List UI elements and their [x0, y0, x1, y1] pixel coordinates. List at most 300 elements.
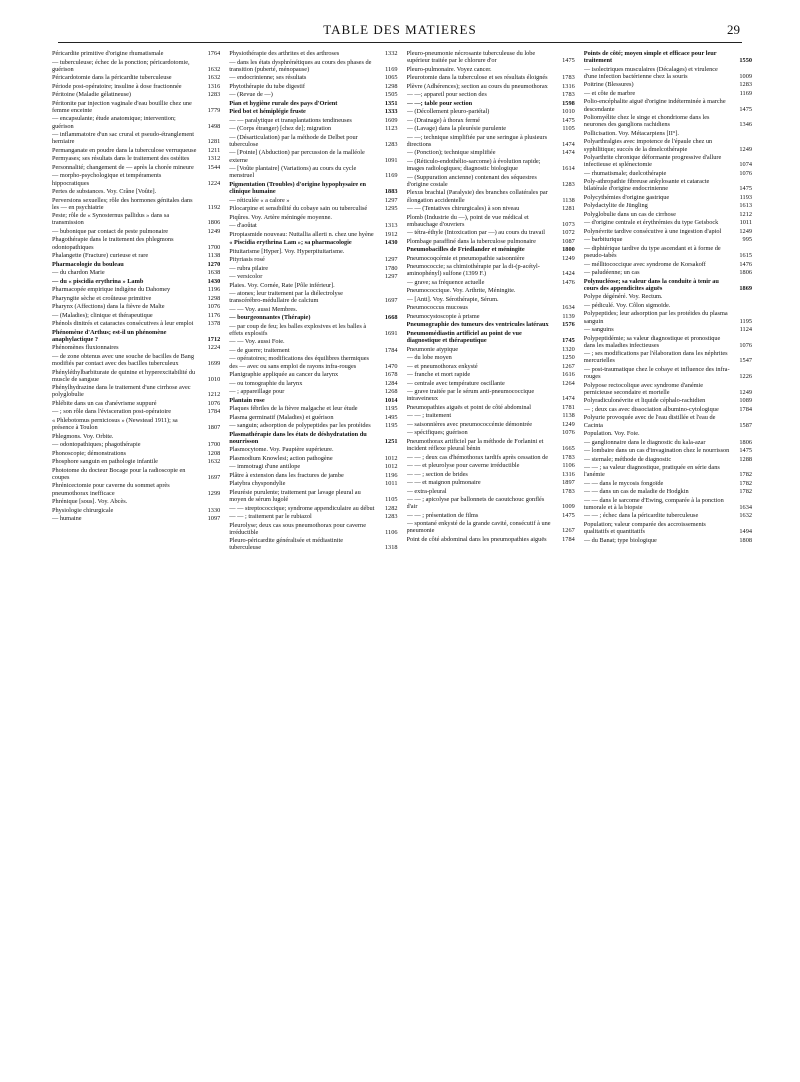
index-entry: [407, 158, 575, 172]
entry-text: — (Maladies); clinique et thérapeutique: [52, 311, 153, 319]
index-entry: [229, 463, 397, 470]
entry-text: Polyradiculonévrite et liquide céphalo-rachidien: [583, 397, 706, 405]
entry-text: « Piscidia erythrina Lam »; sa pharmacologie: [229, 239, 352, 247]
entry-text: Péricardite primitive d'origine rhumatismale: [52, 50, 164, 57]
entry-page: 1784: [562, 535, 575, 543]
index-entry: [52, 312, 220, 319]
entry-text: — ; ses modifications par l'élaboration dans les néphrites mercurielles: [583, 350, 728, 365]
entry-text: — — ; sa valeur diagnostique, pratiquée en série dans l'anémie: [583, 464, 720, 479]
entry-text: — grave traitée par le sérum anti-pneumococcique intraveineux: [406, 388, 535, 403]
entry-page: 1297: [384, 196, 398, 204]
index-entry: [52, 59, 220, 73]
entry-text: Permanganate en poudre dans la tuberculose verruqueuse: [52, 146, 197, 154]
entry-page: 1281: [207, 138, 221, 146]
index-entry: [229, 59, 397, 73]
entry-text: Pleuro-pneumonie nécrosante tuberculeuse du lobe supérieur traitée par le chlorure d'or: [406, 50, 536, 65]
entry-page: 1169: [385, 172, 398, 180]
entry-text: Pityriasis rosé: [229, 256, 265, 264]
index-entry: [229, 306, 397, 313]
entry-page: 1011: [739, 219, 752, 227]
entry-text: — sanguins: [583, 326, 614, 334]
entry-page: 1495: [384, 413, 398, 421]
index-entry: [584, 98, 752, 112]
index-entry: [229, 83, 397, 90]
entry-text: Polypose rectocolique avec syndrome d'anémie pernicieuse secondaire et mortelle: [583, 381, 704, 396]
index-entry: [52, 212, 220, 226]
index-entry: [407, 50, 575, 64]
entry-page: 1691: [384, 329, 398, 337]
entry-page: 1295: [384, 205, 398, 213]
entry-page: 1632: [207, 74, 221, 82]
entry-text: — grave; sa fréquence actuelle: [406, 278, 485, 286]
entry-text: — (Corps étranger) [chez de]; migration: [229, 125, 332, 133]
entry-text: — —; table pour section: [406, 99, 473, 107]
entry-text: Planigraphie appliquée au cancer du larynx: [229, 371, 339, 379]
index-entry: [407, 108, 575, 115]
entry-text: Plantain rose: [229, 396, 265, 404]
entry-text: Polydactylite de Jüngling: [583, 202, 648, 210]
entry-page: 1283: [384, 513, 398, 521]
index-entry: [584, 261, 752, 268]
index-entry: [229, 405, 397, 412]
entry-page: 1634: [562, 304, 575, 312]
entry-page: 1297: [384, 256, 398, 264]
entry-page: 1089: [739, 397, 752, 405]
entry-text: — ; son rôle dans l'évisceration post-opératoire: [52, 408, 171, 416]
entry-page: 1193: [739, 193, 752, 201]
entry-page: 1169: [739, 89, 752, 97]
index-entry: [407, 363, 575, 370]
entry-page: 1298: [384, 82, 398, 90]
entry-text: Phlegmons. Voy. Orbite.: [52, 432, 114, 440]
index-entry: [407, 189, 575, 203]
entry-text: Plasmathérapie dans les états de déshydratation du nourrisson: [229, 430, 367, 445]
entry-text: Physiothérapie des arthrites et des arthroses: [229, 50, 340, 57]
index-entry: [52, 482, 220, 496]
entry-text: — (Suppuration ancienne) contenant des séquestres d'origine costale: [406, 173, 537, 188]
entry-text: Plasmodium Knowlesi; action pathogène: [229, 454, 333, 462]
entry-page: 1745: [562, 337, 575, 345]
entry-text: Pneumococcique. Voy. Arthrite, Méningite.: [406, 287, 516, 295]
index-entry: [584, 350, 752, 364]
entry-page: 1475: [562, 57, 575, 65]
entry-text: — — et pleurolyse pour caverne irréductible: [406, 462, 520, 470]
entry-text: Pneumopathies aiguës et point de côté abdominal: [406, 403, 532, 411]
entry-text: Plombage paraffiné dans la tuberculose pulmonaire: [406, 237, 536, 245]
index-entry: [407, 438, 575, 452]
index-entry: [407, 91, 575, 98]
index-entry: [52, 400, 220, 407]
index-entry: [407, 354, 575, 361]
entry-page: 1806: [207, 219, 221, 227]
entry-page: 1138: [207, 252, 221, 260]
index-entry: [407, 371, 575, 378]
index-entry: [52, 252, 220, 259]
index-entry: [584, 81, 752, 88]
index-entry: [229, 165, 397, 179]
entry-text: Platybra chyspondylie: [229, 480, 286, 488]
index-entry: [407, 304, 575, 311]
index-entry: [407, 496, 575, 510]
entry-text: — du « piscidia erythrina » Lamb: [52, 277, 144, 285]
entry-text: — humaine: [52, 515, 82, 523]
entry-page: 1251: [384, 437, 398, 445]
index-entry: [407, 83, 575, 90]
entry-text: — —; technique simplifiée par une seringue à plusieurs directions: [406, 133, 548, 148]
entry-page: 1615: [739, 252, 752, 260]
index-entry: [52, 450, 220, 457]
index-entry: [584, 170, 752, 177]
index-entry: [229, 314, 397, 321]
entry-page: 1139: [562, 312, 575, 320]
index-entry: [52, 515, 220, 522]
entry-text: — de zone obtenus avec une souche de bacilles de Bang modifiés par contact avec des bacilles tuberculeux: [52, 352, 194, 368]
entry-page: 1783: [562, 487, 575, 495]
index-entry: [52, 458, 220, 465]
entry-text: — — dans un cas de maladie de Hodgkin: [583, 488, 689, 496]
entry-text: — (Décollement pleuro-pariétal): [406, 108, 490, 116]
index-entry: [229, 273, 397, 280]
entry-page: 1632: [739, 512, 752, 520]
entry-page: 1138: [562, 412, 575, 420]
entry-text: — endocrinienne; ses résultats: [229, 74, 307, 82]
entry-text: Population. Voy. Foie.: [583, 430, 640, 438]
entry-page: 1783: [562, 74, 575, 82]
index-entry: [584, 414, 752, 428]
entry-page: 1316: [207, 82, 221, 90]
index-entry: [229, 149, 397, 163]
entry-page: 1176: [207, 311, 221, 319]
index-entry: [52, 172, 220, 186]
page-number: 29: [727, 22, 740, 37]
entry-text: — — ; deux cas d'hémothorax tardifs après cessation de: [406, 453, 549, 461]
entry-text: — [Pointe] (Abduction) par percussion de la malléole externe: [229, 149, 365, 164]
entry-page: 1073: [562, 220, 575, 228]
index-entry: [407, 263, 575, 277]
index-entry: [229, 214, 397, 221]
index-entry: [584, 521, 752, 535]
index-entry: [229, 290, 397, 304]
index-entry: [407, 246, 575, 253]
index-entry: [229, 239, 397, 246]
entry-text: Plomb (Industrie du —), point de vue médical et embauchage d'ouvriers: [406, 213, 529, 228]
entry-page: 1268: [384, 388, 398, 396]
index-entry: [584, 456, 752, 463]
entry-page: 1224: [207, 179, 221, 187]
entry-text: Polio-encéphalite aiguë d'origine indéterminée à marche descendante: [583, 98, 726, 113]
entry-text: — isolectriques musculaires (Décalages) et virulence d'une infection bactérienne chez la souris: [583, 65, 718, 80]
index-entry: [407, 536, 575, 543]
entry-page: 1097: [207, 515, 221, 523]
index-entry: [407, 454, 575, 461]
entry-page: 1169: [385, 65, 398, 73]
entry-text: Points de côté; moyen simple et efficace pour leur traitement: [583, 50, 717, 65]
entry-text: Plaques fébriles de la fièvre malgache et leur étude: [229, 405, 358, 413]
index-entry: [229, 265, 397, 272]
entry-page: 1106: [385, 528, 398, 536]
index-entry: [407, 117, 575, 124]
entry-page: 1782: [739, 479, 752, 487]
entry-page: 1632: [207, 65, 221, 73]
entry-text: Pneumococcus mucosus: [406, 304, 468, 312]
entry-page: 1912: [384, 230, 398, 238]
entry-page: 1784: [384, 346, 398, 354]
index-entry: [407, 471, 575, 478]
entry-page: 1123: [385, 125, 398, 133]
entry-text: — opératoires; modifications des équilibres thermiques des — avec ou sans emploi de rayons infra-rouges: [229, 355, 369, 370]
entry-text: Phrénique [sous]. Voy. Abcès.: [52, 498, 128, 506]
entry-page: 1470: [384, 362, 398, 370]
entry-text: — d'origine centrale et érythrémies du type Geisbock: [583, 219, 719, 227]
index-entry: [584, 488, 752, 495]
entry-page: 1424: [562, 270, 575, 278]
index-entry: [584, 537, 752, 544]
index-entry: [52, 329, 220, 343]
entry-page: 1224: [207, 344, 221, 352]
entry-page: 1250: [562, 354, 575, 362]
entry-page: 1780: [384, 264, 398, 272]
entry-text: — tuberculeuse; échec de la ponction; péricardotomie, guérison: [52, 58, 190, 73]
index-column-2: [229, 50, 397, 1072]
entry-page: 1475: [739, 185, 752, 193]
entry-page: 1283: [562, 180, 575, 188]
entry-page: 1697: [207, 473, 221, 481]
entry-page: 1782: [739, 471, 752, 479]
entry-page: 1320: [562, 345, 575, 353]
index-entry: [407, 74, 575, 81]
entry-page: 1430: [384, 239, 398, 247]
index-entry: [229, 205, 397, 212]
entry-page: 1783: [562, 91, 575, 99]
entry-text: — ; deux cas avec dissociation albumino-cytologique: [583, 405, 719, 413]
entry-page: 1638: [207, 269, 221, 277]
entry-page: 1806: [739, 438, 752, 446]
index-entry: [584, 497, 752, 511]
index-entry: [229, 74, 397, 81]
entry-page: 1212: [739, 210, 752, 218]
index-entry: [407, 488, 575, 495]
entry-text: — — ; traitement: [406, 412, 452, 420]
entry-page: 1087: [562, 237, 575, 245]
index-entry: [584, 480, 752, 487]
entry-page: 1700: [207, 243, 221, 251]
entry-text: — lombaire dans un cas d'invagination chez le nourrisson: [583, 447, 730, 455]
index-entry: [584, 293, 752, 300]
entry-text: — spécifiques; guérison: [406, 429, 468, 437]
entry-page: 1010: [562, 108, 575, 116]
entry-page: 1249: [562, 420, 575, 428]
entry-page: 1474: [562, 395, 575, 403]
entry-text: — rubra pilaire: [229, 264, 269, 272]
entry-page: 1282: [384, 504, 398, 512]
entry-page: 1076: [739, 169, 752, 177]
index-column-3: [407, 50, 575, 1072]
entry-text: — bubonique par contact de peste pulmonaire: [52, 227, 169, 235]
entry-text: — — et maignon pulmonaire: [406, 479, 481, 487]
entry-text: — de guerre; traitement: [229, 346, 290, 354]
index-entry: [52, 115, 220, 129]
index-entry: [229, 222, 397, 229]
index-entry: [229, 446, 397, 453]
index-entry: [407, 229, 575, 236]
index-entry: [52, 507, 220, 514]
entry-text: — — streptococcique; syndrome appendiculaire au début: [229, 504, 375, 512]
entry-page: 1138: [562, 196, 575, 204]
entry-page: 1784: [207, 408, 221, 416]
entry-text: — (Ponction); technique simplifiée: [406, 149, 496, 157]
entry-text: Perversions sexuelles; rôle des hormones génitales dans les — en psychiatrie: [52, 196, 193, 211]
index-entry: [229, 380, 397, 387]
entry-page: 1076: [207, 303, 221, 311]
index-entry: [229, 50, 397, 57]
entry-page: 1783: [562, 453, 575, 461]
entry-page: 1807: [207, 424, 221, 432]
entry-page: 1869: [739, 284, 752, 292]
entry-text: — (Lavage) dans la pleurésie purulente: [406, 125, 506, 133]
entry-text: — odontopathiques; phagothérapie: [52, 441, 141, 449]
entry-page: 1267: [562, 362, 575, 370]
page-header: [0, 0, 800, 46]
entry-page: 1283: [739, 81, 752, 89]
index-entry: [584, 439, 752, 446]
entry-text: Pituitarisme [Hyper]. Voy. Hyperpituitarisme.: [229, 247, 345, 255]
index-entry: [584, 278, 752, 292]
entry-text: Phénomènes fluxionnaires: [52, 344, 119, 352]
entry-page: 1212: [207, 391, 221, 399]
index-entry: [407, 125, 575, 132]
entry-text: — du chardon Marie: [52, 269, 105, 277]
entry-text: — du Banat; type biologique: [583, 536, 657, 544]
entry-page: 1270: [207, 260, 221, 268]
index-entry: [229, 248, 397, 255]
entry-text: Période post-opératoire; insuline à dose fractionnée: [52, 82, 182, 90]
index-entry: [407, 238, 575, 245]
entry-text: — centrale avec température oscillante: [406, 379, 505, 387]
index-entry: [584, 228, 752, 235]
entry-page: 1665: [562, 445, 575, 453]
index-entry: [584, 464, 752, 478]
entry-text: — bourgeonnantes (Thérapie): [229, 314, 311, 322]
entry-page: 1106: [562, 462, 575, 470]
entry-page: 1011: [385, 480, 398, 488]
entry-text: — — (Tentatives chirurgicales) à son niveau: [406, 205, 520, 213]
entry-page: 1072: [562, 229, 575, 237]
index-entry: [229, 455, 397, 462]
entry-text: — morpho-psychologique et tempéraments hippocratiques: [52, 172, 162, 187]
entry-text: Phénomène d'Arthus; est-il un phénomène anaphylactique ?: [52, 328, 167, 343]
index-entry: [584, 202, 752, 209]
entry-text: Phalangette (Fracture) curieuse et rare: [52, 252, 149, 260]
entry-page: 1700: [207, 441, 221, 449]
entry-page: 1264: [562, 379, 575, 387]
index-entry: [229, 100, 397, 107]
entry-text: Pilocarpine et sensibilité du cobaye sain ou tuberculisé: [229, 205, 368, 213]
entry-page: 1474: [562, 149, 575, 157]
index-entry: [229, 505, 397, 512]
index-entry: [229, 355, 397, 369]
entry-text: Pharyngite sèche et croûteuse primitive: [52, 294, 152, 302]
index-entry: [52, 261, 220, 268]
entry-page: 1505: [384, 91, 398, 99]
entry-text: — extra-pleural: [406, 487, 447, 495]
entry-text: — ganglionnaire dans le diagnostic du kala-azar: [583, 438, 706, 446]
entry-text: Piqûres. Voy. Artère méningée moyenne.: [229, 213, 332, 221]
entry-text: — barbiturique: [583, 236, 623, 244]
entry-page: 1476: [739, 260, 752, 268]
entry-page: 1014: [384, 396, 398, 404]
index-entry: [229, 282, 397, 289]
index-entry: [407, 134, 575, 148]
entry-text: Pneumocoqcémie et pneumopathie saisonnière: [406, 254, 525, 262]
entry-page: 1332: [384, 50, 398, 57]
entry-page: 1012: [384, 463, 398, 471]
entry-page: 1313: [384, 222, 398, 230]
entry-page: 1494: [739, 528, 752, 536]
index-entry: [52, 236, 220, 250]
entry-page: 1196: [207, 286, 221, 294]
entry-page: 1283: [384, 140, 398, 148]
entry-text: — — Voy. aussi Membres.: [229, 305, 298, 313]
entry-text: — tétra-éthyle (Intoxication par —) au cours du travail: [406, 229, 545, 237]
index-entry: [584, 154, 752, 168]
index-entry: [229, 472, 397, 479]
index-entry: [52, 433, 220, 440]
index-entry: [229, 181, 397, 195]
index-entry: [407, 404, 575, 411]
index-entry: [407, 462, 575, 469]
index-entry: [407, 205, 575, 212]
entry-text: — — Voy. aussi Foie.: [229, 338, 285, 346]
index-entry: [229, 388, 397, 395]
entry-page: 1076: [562, 429, 575, 437]
entry-page: 1346: [739, 121, 752, 129]
index-entry: [229, 422, 397, 429]
entry-text: Pian et hygiène rurale des pays d'Orient: [229, 99, 338, 107]
entry-text: Pneumomédiastin artificiel au point de vue diagnostique et thérapeutique: [406, 329, 522, 345]
index-entry: [52, 303, 220, 310]
index-entry: [584, 447, 752, 454]
entry-text: — (Réticulo-endothélio-sarcome) à évolution rapide; images radiologiques; diagnostic biologique: [406, 157, 541, 173]
index-entry: [52, 441, 220, 448]
index-entry: [229, 231, 397, 238]
entry-text: Péritoine (Maladie gélatineuse): [52, 91, 132, 99]
entry-page: 1196: [385, 471, 398, 479]
index-entry: [52, 50, 220, 57]
entry-page: 1091: [384, 156, 398, 164]
entry-page: 1318: [384, 544, 398, 552]
entry-page: 1634: [739, 503, 752, 511]
index-entry: [584, 512, 752, 519]
entry-text: — paludéenne; un cas: [583, 269, 640, 277]
index-entry: [229, 513, 397, 520]
index-entry: [407, 255, 575, 262]
entry-page: 1550: [739, 57, 752, 65]
entry-text: Pneumographie des tumeurs des ventricules latéraux: [406, 321, 549, 329]
entry-page: 1267: [562, 527, 575, 535]
index-entry: [229, 108, 397, 115]
entry-page: 1475: [562, 511, 575, 519]
entry-page: 1430: [207, 277, 221, 285]
entry-text: Poitrine (Blessures): [583, 81, 634, 89]
entry-text: Polyglobulie dans un cas de cirrhose: [583, 210, 676, 218]
index-entry: [407, 279, 575, 286]
entry-text: — saisonnières avec pneumococcémie démontrée: [406, 420, 533, 428]
entry-page: 1779: [207, 106, 221, 114]
entry-text: — et pneumothorax enkysté: [406, 362, 478, 370]
entry-text: Polypeptidémie; sa valeur diagnostique et pronostique dans les maladies infectieuses: [583, 334, 721, 349]
index-entry: [584, 194, 752, 201]
entry-page: 1009: [739, 72, 752, 80]
